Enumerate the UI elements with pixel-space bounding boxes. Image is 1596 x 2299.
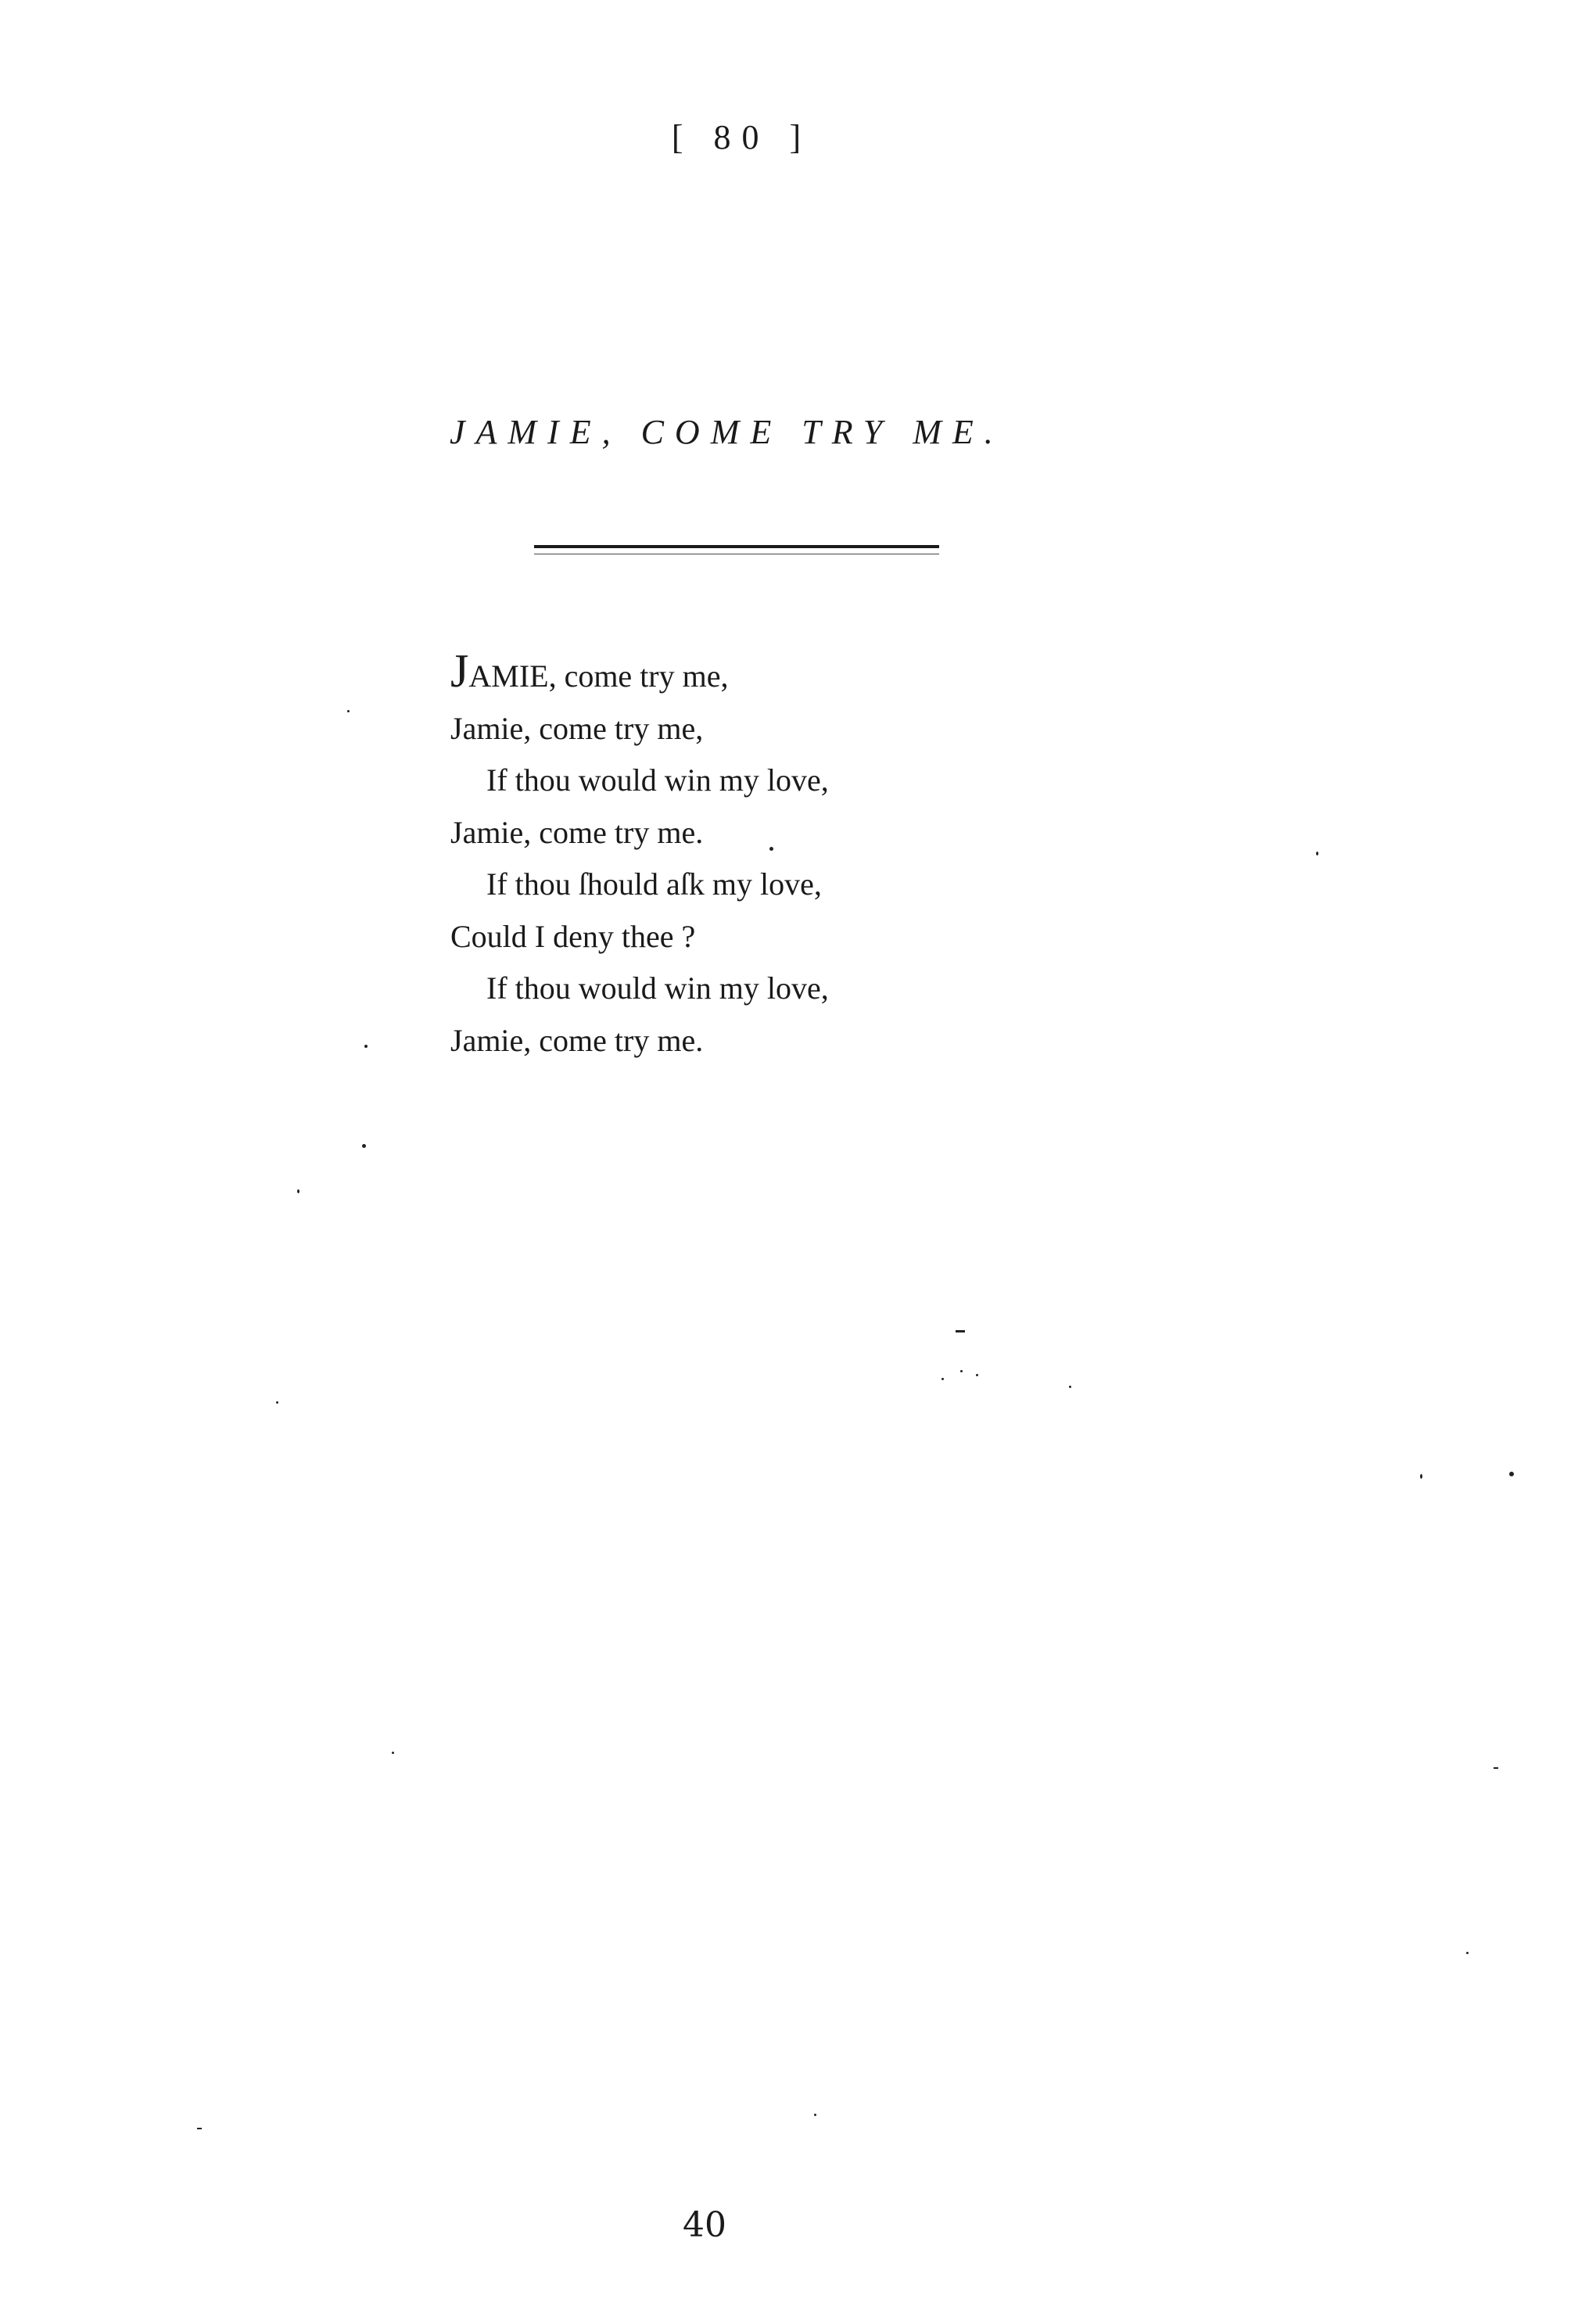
poem-line-3: If thou would win my love, <box>486 762 829 798</box>
scan-speck <box>1069 1386 1071 1388</box>
poem-line-1 <box>450 645 829 703</box>
scan-speck <box>392 1752 394 1754</box>
scan-speck <box>364 1045 368 1048</box>
scan-speck <box>956 1330 965 1332</box>
poem-line-1-text: AMIE, come try me, <box>468 658 729 694</box>
scan-speck <box>976 1374 978 1376</box>
scan-speck <box>814 2114 816 2116</box>
title-rule <box>534 545 939 548</box>
scan-speck <box>1466 1952 1469 1954</box>
scan-speck <box>960 1370 963 1372</box>
drop-initial: J <box>450 645 469 697</box>
poem-line-4: Jamie, come try me. <box>450 814 704 850</box>
scan-speck <box>941 1378 944 1380</box>
scan-speck <box>769 847 773 851</box>
scan-speck <box>197 2128 202 2129</box>
poem-body <box>450 645 829 1067</box>
signature-mark: 40 <box>683 2205 726 2245</box>
scan-speck <box>1494 1767 1498 1769</box>
poem-line-2: Jamie, come try me, <box>450 710 704 746</box>
scan-speck <box>1509 1472 1514 1476</box>
scan-speck <box>297 1189 299 1193</box>
page-number: [ 80 ] <box>671 118 812 156</box>
poem-line-6: Could I deny thee ? <box>450 918 696 954</box>
poem-line-7: If thou would win my love, <box>486 970 829 1006</box>
poem-line-8: Jamie, come try me. <box>450 1022 704 1058</box>
scan-speck <box>1316 852 1318 855</box>
scan-speck <box>276 1401 278 1404</box>
scan-speck <box>362 1144 366 1148</box>
scan-speck <box>347 710 350 712</box>
scan-speck <box>1420 1474 1422 1479</box>
poem-line-5: If thou ſhould aſk my love, <box>486 866 822 902</box>
poem-title: JAMIE, COME TRY ME. <box>450 413 1004 451</box>
